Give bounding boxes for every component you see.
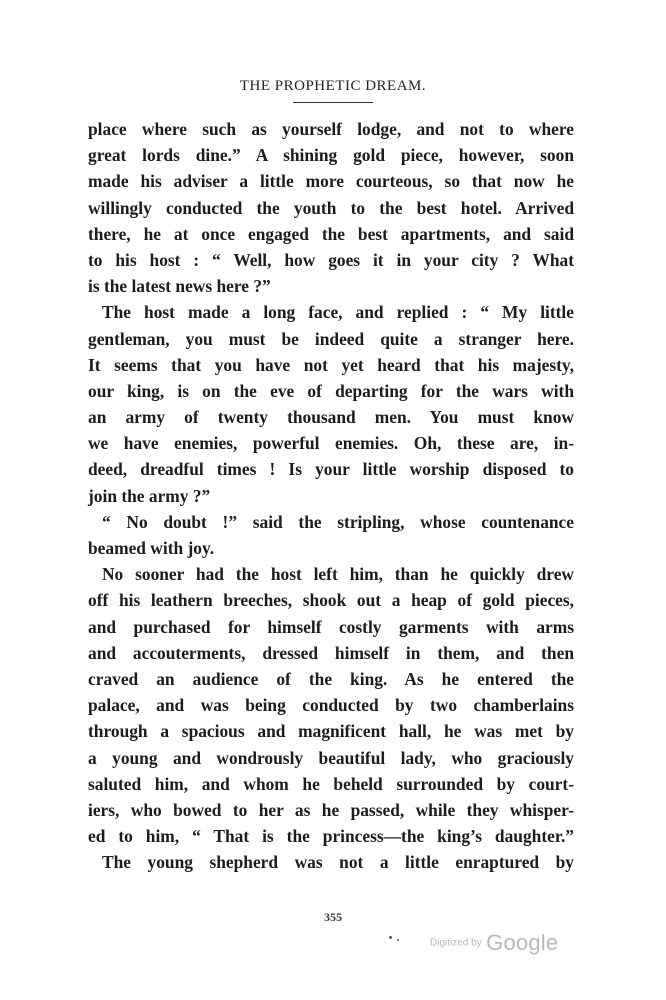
text-line: ed to him, “ That is the princess—the king’s daughter.” [88,826,574,847]
head-rule [293,102,373,103]
text-line: join the army ?” [88,485,211,506]
page-number: 355 [324,910,342,924]
text-line: to his host : “ Well, how goes it in your city ? What [88,249,574,270]
text-line: through a spacious and magnificent hall, he was met by [88,721,574,742]
text-line: an army of twenty thousand men. You must know [88,407,574,428]
text-line: we have enemies, powerful enemies. Oh, these are, in- [88,433,574,454]
text-line: a young and wondrously beautiful lady, who graciously [88,747,574,768]
text-line: and accouterments, dressed himself in them, and then [88,642,574,663]
text-line: beamed with joy. [88,538,215,558]
text-line: great lords dine.” A shining gold piece, however, soon [88,145,574,166]
body-text [88,116,574,875]
text-line: off his leathern breeches, shook out a heap of gold pieces, [88,590,574,611]
text-line: willingly conducted the youth to the best hotel. Arrived [88,197,574,218]
text-line: craved an audience of the king. As he entered the [88,668,574,689]
text-line: made his adviser a little more courteous, so that now he [88,171,574,192]
text-line: It seems that you have not yet heard that his majesty, [88,354,574,375]
text-line: and purchased for himself costly garments with arms [88,616,574,637]
watermark-prefix: Digitized by [430,937,482,949]
text-line: palace, and was being conducted by two chamberlains [88,695,574,716]
text-line: No sooner had the host left him, than he quickly drew [102,564,574,585]
ink-speck [389,936,392,939]
text-line: deed, dreadful times ! Is your little worship disposed to [88,459,574,480]
text-line: saluted him, and whom he beheld surrounded by court- [88,773,574,794]
digitized-watermark [430,930,558,956]
text-line: The young shepherd was not a little enraptured by [102,852,574,873]
text-line: place where such as yourself lodge, and not to where [88,119,574,139]
watermark-brand: Google [486,930,559,955]
text-line: gentleman, you must be indeed quite a stranger here. [88,328,574,349]
ink-speck [397,939,399,941]
text-line: “ No doubt !” said the stripling, whose countenance [102,511,574,532]
text-line: The host made a long face, and replied : “ My little [102,302,574,323]
text-line: there, he at once engaged the best apartments, and said [88,223,574,244]
text-line: iers, who bowed to her as he passed, while they whisper- [88,799,574,820]
running-head: THE PROPHETIC DREAM. [239,78,427,94]
text-line: our king, is on the eve of departing for the wars with [88,380,574,401]
text-line: is the latest news here ?” [88,276,271,297]
